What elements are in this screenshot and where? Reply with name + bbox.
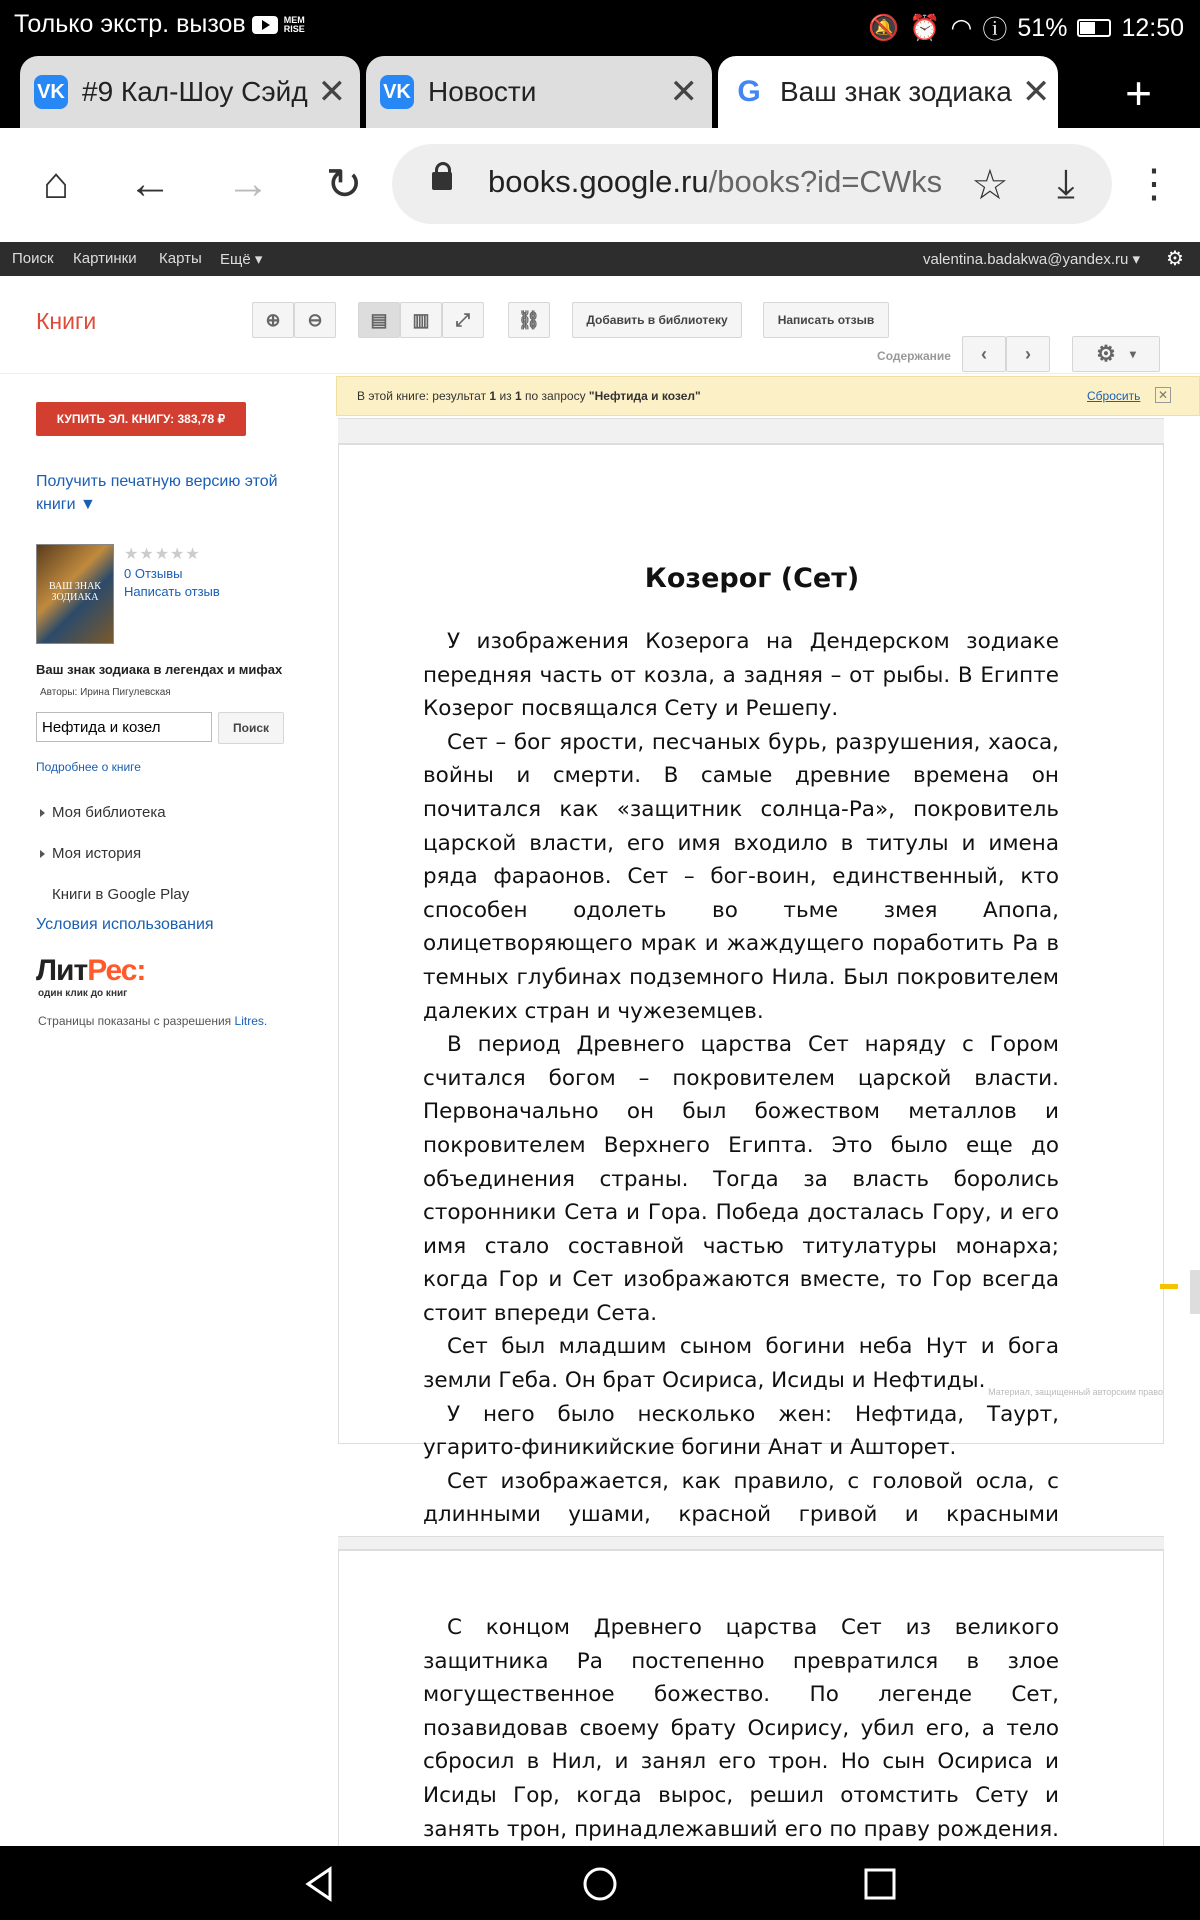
lock-icon [432, 172, 452, 190]
terms-link[interactable]: Условия использования [36, 916, 214, 933]
battery-icon [1077, 19, 1111, 37]
book-sidebar [0, 374, 336, 1846]
prev-page-icon[interactable]: ‹ [962, 336, 1006, 372]
fullscreen-icon[interactable]: ⤢ [442, 302, 484, 338]
close-tab-icon[interactable]: ✕ [317, 73, 347, 111]
vk-icon: VK [380, 75, 414, 109]
paragraph: Сет изображается, как правило, с головой осла, с длинными ушами, красной гривой и красными [423, 1468, 1059, 1528]
litres-tagline: один клик до книг [38, 988, 128, 999]
search-result-text: В этой книге: результат 1 из 1 по запросу "Нефтида и козел" [357, 389, 701, 403]
book-page [338, 444, 1164, 1528]
write-review-link[interactable]: Написать отзыв [124, 584, 220, 599]
bookmark-star-icon[interactable]: ☆ [971, 160, 1009, 208]
paragraph: В период Древнего царства Сет наряду с Гором считался богом – покровителем царской власти. Первоначально он был божеством металлов и покровителем Верхнего Египта. Это было еще до объединения страны. Тогда за власть боролись сторонники Сета и Гора. Победа досталась Гору, и его имя стало составной частью титулатуры монарха; когда Гор и Сет изображаются вместе, то Гор всегда стоит впереди Сета. [423, 1032, 1059, 1326]
copyright-watermark: Материал, защищенный авторским право [988, 1387, 1163, 1397]
google-icon: G [737, 75, 761, 108]
zoom-in-icon[interactable]: ⊕ [252, 302, 294, 338]
close-tab-icon[interactable]: ✕ [669, 73, 698, 111]
back-nav-icon[interactable] [300, 1864, 340, 1904]
google-bar [0, 242, 1200, 276]
page-gap [338, 418, 1164, 444]
scrollbar-thumb[interactable] [1190, 1270, 1200, 1314]
contents-button[interactable]: Содержание [877, 349, 951, 363]
close-notice-icon[interactable]: ✕ [1155, 387, 1171, 403]
reload-button[interactable]: ↻ [325, 159, 363, 209]
new-tab-button[interactable]: + [1125, 67, 1152, 119]
home-button[interactable]: ⌂ [42, 159, 70, 208]
home-nav-icon[interactable] [580, 1864, 620, 1904]
books-logo[interactable]: Книги [36, 308, 97, 334]
tab-vk-news[interactable] [366, 56, 712, 128]
address-bar[interactable] [392, 144, 1112, 224]
single-page-icon[interactable]: ▤ [358, 302, 400, 338]
add-to-library-button[interactable]: Добавить в библиотеку [572, 302, 742, 338]
paragraph: Сет был младшим сыном богини неба Нут и бога земли Геба. Он брат Осириса, Исиды и Нефтиды. [423, 1334, 1059, 1394]
settings-gear-icon[interactable]: ⚙ ▾ [1072, 336, 1160, 372]
close-tab-icon[interactable]: ✕ [1021, 73, 1051, 111]
search-in-book-input[interactable] [36, 712, 212, 742]
buy-ebook-button[interactable]: КУПИТЬ ЭЛ. КНИГУ: 383,78 ₽ [36, 402, 246, 436]
tab-strip [0, 50, 1200, 128]
gbar-maps[interactable]: Карты [159, 250, 202, 267]
page-gap [338, 1536, 1164, 1550]
tab-label: #9 Кал-Шоу Сэйд [82, 76, 308, 107]
page-text [423, 1611, 1059, 1880]
tab-label: Новости [428, 76, 537, 107]
gbar-more[interactable]: Ещё ▾ [220, 251, 263, 268]
book-authors: Авторы: Ирина Пигулевская [40, 687, 171, 698]
paragraph: У изображения Козерога на Дендерском зодиаке передняя часть от козла, а задняя – от рыбы. В Египте Козерог посвящался Сету и Решепу. [423, 629, 1059, 722]
next-page-icon[interactable]: › [1006, 336, 1050, 372]
carrier-text: Только экстр. вызов [14, 10, 246, 38]
link-icon[interactable]: ⛓ [508, 302, 550, 338]
status-bar [0, 0, 1200, 50]
more-about-book-link[interactable]: Подробнее о книге [36, 760, 141, 774]
alarm-icon: ⏰ [909, 13, 941, 42]
tab-label: Ваш знак зодиака [780, 76, 1012, 107]
menu-icon[interactable]: ⋮ [1134, 162, 1174, 206]
url-text[interactable]: books.google.ru/books?id=CWks [488, 164, 943, 199]
tab-vk-show[interactable] [20, 56, 360, 128]
my-library-item[interactable]: Моя библиотека [40, 804, 166, 821]
reset-search-link[interactable]: Сбросить [1087, 389, 1141, 403]
books-header [0, 276, 1200, 374]
gbar-search[interactable]: Поиск [12, 250, 54, 267]
two-page-icon[interactable]: ▥ [400, 302, 442, 338]
reviews-link[interactable]: 0 Отзывы [124, 566, 183, 581]
paragraph: С концом Древнего царства Сет из великого защитника Ра постепенно превратился в злое могущественное божество. По легенде Сет, позавидовав своему брату Осирису, убил его, а тело сбросил в Нил, и занял его трон. Но сын Осириса и Исиды Гор, когда вырос, решил отомстить Сету и занять трон, принадлежавший его по праву рождения. [423, 1615, 1059, 1842]
mute-icon: 🔕 [868, 13, 900, 42]
wifi-icon: ◠ [950, 14, 973, 42]
print-version-link[interactable]: Получить печатную версию этой книги ▼ [36, 473, 278, 513]
back-button[interactable]: ← [128, 159, 172, 208]
book-cover[interactable]: ВАШ ЗНАК ЗОДИАКА [36, 544, 114, 644]
search-hit-marker[interactable] [1160, 1284, 1178, 1289]
forward-button[interactable]: → [226, 159, 270, 208]
gbar-gear-icon[interactable]: ⚙ [1166, 248, 1184, 270]
page-text [423, 625, 1059, 1566]
memrise-icon: MEM RISE [283, 14, 305, 34]
my-history-item[interactable]: Моя история [40, 845, 141, 862]
write-review-button[interactable]: Написать отзыв [763, 302, 889, 338]
book-title: Ваш знак зодиака в легендах и мифах [36, 662, 283, 677]
zoom-out-icon[interactable]: ⊖ [294, 302, 336, 338]
chapter-heading: Козерог (Сет) [644, 563, 860, 594]
google-play-books-link[interactable]: Книги в Google Play [52, 886, 190, 903]
clock: 12:50 [1121, 13, 1184, 42]
litres-link[interactable]: Litres. [234, 1014, 268, 1028]
battery-percent: 51% [1017, 13, 1068, 42]
rating-stars: ★★★★★ [124, 546, 201, 563]
android-nav-bar [0, 1846, 1200, 1920]
browser-toolbar [0, 128, 1200, 242]
vk-icon: VK [34, 75, 68, 109]
book-viewer [336, 374, 1200, 1846]
download-icon[interactable]: ⤓ [1057, 161, 1075, 206]
tab-google-books[interactable] [718, 56, 1058, 128]
alert-icon: ⓘ [982, 16, 1008, 44]
litres-logo[interactable]: ЛитРес: [36, 954, 146, 987]
paragraph: Сет – бог ярости, песчаных бурь, разрушения, хаоса, войны и смерти. В самые древние времена он почитался как «защитник солнца-Ра», покровитель царской власти, его имя входило в титулы и имена ряда фараонов. Сет – бог-воин, единственный, кто способен одолеть во тьме змея Апопа, олицетворяющего мрак и жаждущего поработить Ра в темных глубинах подземного Нила. Был покровителем далеких стран и чужеземцев. [423, 729, 1059, 1024]
gbar-images[interactable]: Картинки [73, 250, 137, 267]
search-result-notice [336, 376, 1200, 416]
permission-text: Страницы показаны с разрешения Litres. [38, 1014, 268, 1028]
youtube-icon [252, 16, 278, 34]
recents-nav-icon[interactable] [860, 1864, 900, 1904]
paragraph: У него было несколько жен: Нефтида, Таурт, угарито-финикийские богини Анат и Ашторет. [423, 1401, 1059, 1461]
gbar-account[interactable]: valentina.badakwa@yandex.ru ▾ [923, 251, 1141, 268]
search-in-book-button[interactable]: Поиск [218, 712, 284, 744]
